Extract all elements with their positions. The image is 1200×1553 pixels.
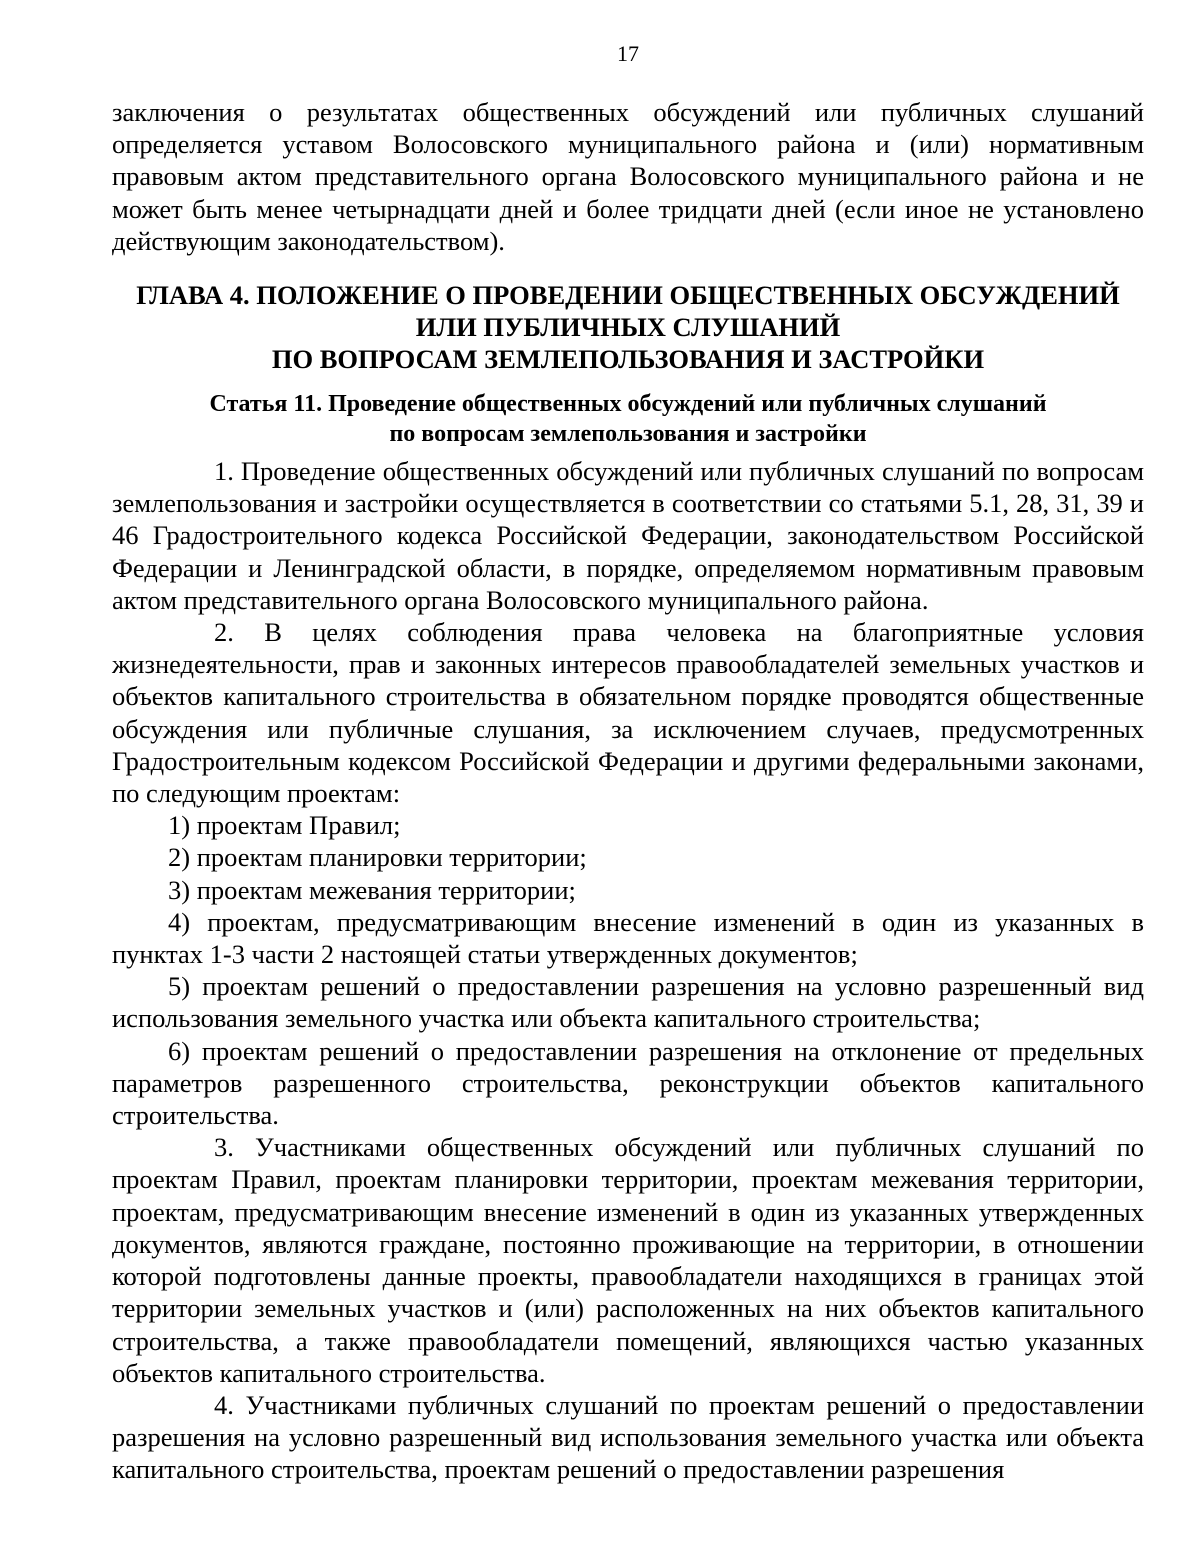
list-item-5: 5) проектам решений о предоставлении разрешения на условно разрешенный вид использования земельного участка или объекта капитального строительства;: [112, 971, 1144, 1034]
paragraph-2: 2. В целях соблюдения права человека на благоприятные условия жизнедеятельности, прав и законных интересов правообладателей земельных участков и объектов капитального строительства в обязательном порядке проводятся общественные обсуждения или публичные слушания, за исключением случаев, предусмотренных Градостроительным кодексом Российской Федерации и другими федеральными законами, по следующим проектам:: [112, 617, 1144, 809]
intro-paragraph: заключения о результатах общественных обсуждений или публичных слушаний определяется уставом Волосовского муниципального района и (или) нормативным правовым актом представительного органа Волосовского муниципального района и не может быть менее четырнадцати дней и более тридцати дней (если иное не установлено действующим законодательством).: [112, 97, 1144, 256]
article-heading: [112, 389, 1144, 449]
chapter-heading-line: ИЛИ ПУБЛИЧНЫХ СЛУШАНИЙ: [415, 312, 841, 343]
document-page: [112, 40, 1144, 1486]
chapter-heading: [112, 279, 1144, 375]
chapter-heading-line: ГЛАВА 4. ПОЛОЖЕНИЕ О ПРОВЕДЕНИИ ОБЩЕСТВЕННЫХ ОБСУЖДЕНИЙ: [136, 280, 1120, 311]
paragraph-3: 3. Участниками общественных обсуждений или публичных слушаний по проектам Правил, проектам планировки территории, проектам межевания территории, проектам, предусматривающим внесение изменений в один из указанных утвержденных документов, являются граждане, постоянно проживающие на территории, в отношении которой подготовлены данные проекты, правообладатели находящихся в границах этой территории земельных участков и (или) расположенных на них объектов капитального строительства, а также правообладатели помещений, являющихся частью указанных объектов капитального строительства.: [112, 1132, 1144, 1388]
article-heading-line: Статья 11. Проведение общественных обсуждений или публичных слушаний: [209, 391, 1047, 418]
list-item-2: 2) проектам планировки территории;: [168, 842, 587, 873]
list-item-6: 6) проектам решений о предоставлении разрешения на отклонение от предельных параметров разрешенного строительства, реконструкции объектов капитального строительства.: [112, 1035, 1144, 1131]
list-item-1: 1) проектам Правил;: [168, 810, 401, 841]
paragraph-4: 4. Участниками публичных слушаний по проектам решений о предоставлении разрешения на условно разрешенный вид использования земельного участка или объекта капитального строительства, проектам решений о предоставлении разрешения: [112, 1389, 1144, 1485]
list-item-4: 4) проектам, предусматривающим внесение изменений в один из указанных в пунктах 1-3 части 2 настоящей статьи утвержденных документов;: [112, 906, 1144, 970]
chapter-heading-line: ПО ВОПРОСАМ ЗЕМЛЕПОЛЬЗОВАНИЯ И ЗАСТРОЙКИ: [271, 344, 985, 375]
page-number: 17: [617, 41, 639, 66]
list-item-3: 3) проектам межевания территории;: [168, 874, 576, 905]
paragraph-1: 1. Проведение общественных обсуждений или публичных слушаний по вопросам землепользования и застройки осуществляется в соответствии со статьями 5.1, 28, 31, 39 и 46 Градостроительного кодекса Российской Федерации, законодательством Российской Федерации и Ленинградской области, в порядке, определяемом нормативным правовым актом представительного органа Волосовского муниципального района.: [112, 456, 1144, 615]
article-heading-line: по вопросам землепользования и застройки: [389, 421, 867, 448]
